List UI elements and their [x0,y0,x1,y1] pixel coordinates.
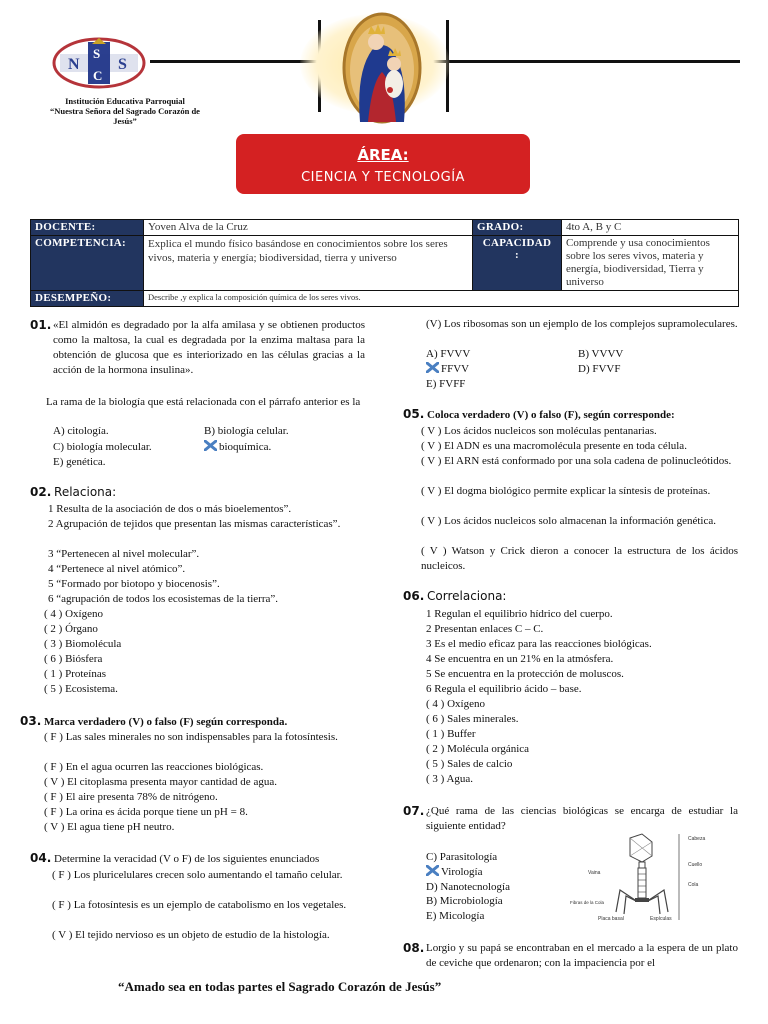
religious-image [342,12,422,124]
relation-item: 4 “Pertenece al nivel atómico”. [48,563,186,575]
grado-label: GRADO: [473,220,562,236]
option-c-marked[interactable]: FFVV [426,362,469,377]
institution-name: Institución Educativa Parroquial “Nuestra Señora del Sagrado Corazón de Jesús” [50,96,200,126]
question-07-text: ¿Qué rama de las ciencias biológicas se encarga de estudiar la siguiente entidad? [426,805,738,832]
correlation-answer: ( 6 ) Sales minerales. [426,713,519,725]
question-07-number: 07. [403,804,425,818]
question-01-text: «El almidón es degradado por la alfa amilasa y se obtienen productos como la maltosa, la cual es degradada por la enzima maltasa para la obtención de glucosa que es interiorizado en las células gracias a la acción de la hormona insulina». [53,319,365,376]
relation-item: 6 “agrupación de todos los ecosistemas de la tierra”. [48,593,279,605]
question-03-heading: 03. Marca verdadero (V) o falso (F) según corresponda. [20,714,288,728]
footer-motto: “Amado sea en todas partes el Sagrado Corazón de Jesús” [118,979,442,994]
tf-item: ( V ) El agua tiene pH neutro. [44,821,175,833]
tf-item: ( F ) Las sales minerales no son indispensables para la fotosíntesis. [44,731,338,743]
docente-value: Yoven Alva de la Cruz [144,220,473,236]
svg-text:Vaina: Vaina [588,870,601,876]
answer-mark-icon [426,865,439,876]
school-logo [52,36,146,90]
question-01-prompt: La rama de la biología que está relacionada con el párrafo anterior es la [46,396,361,408]
relation-answer: ( 2 ) Órgano [44,623,98,635]
relation-answer: ( 3 ) Biomolécula [44,638,122,650]
grado-value: 4to A, B y C [562,220,739,236]
option-e[interactable]: E) genética. [53,456,106,468]
option-d[interactable]: D) Nanotecnología [426,881,510,893]
option-e[interactable]: E) Micología [426,910,485,922]
svg-text:Cabeza: Cabeza [688,836,706,842]
question-05-heading: 05. Coloca verdadero (V) o falso (F), según corresponde: [403,407,675,421]
tf-item: ( V ) Los ácidos nucleicos son moléculas pentanarias. [421,425,657,437]
question-08-text: Lorgio y su papá se encontraban en el mercado a la espera de un plato de ceviche que ordenaron; con la impaciencia por el [426,942,738,969]
question-06-heading: 06. Correlaciona: [403,589,507,603]
tf-item: ( F ) La fotosíntesis es un ejemplo de catabolismo en los vegetales. [52,899,347,911]
relation-answer: ( 5 ) Ecosistema. [44,683,118,695]
docente-label: DOCENTE: [31,220,144,236]
tf-item: ( V ) Los ácidos nucleicos solo almacenan la información genética. [421,515,716,527]
correlation-answer: ( 5 ) Sales de calcio [426,758,513,770]
tf-item: ( V ) El ARN está conformado por una sola cadena de polinucleótidos. [421,455,732,467]
correlation-answer: ( 1 ) Buffer [426,728,476,740]
capacidad-label: CAPACIDAD : [473,236,562,291]
tf-item: ( V ) El tejido nervioso es un objeto de estudio de la histología. [52,929,330,941]
area-title: ÁREA: [357,146,409,164]
bacteriophage-figure [568,830,740,922]
tf-item: ( V ) El ADN es una macromolécula presente en toda célula. [421,440,687,452]
relation-item: 2 Agrupación de tejidos que presentan las mismas características”. [48,518,341,530]
competencia-label: COMPETENCIA: [31,236,144,291]
area-banner [236,134,530,194]
option-c[interactable]: C) biología molecular. [53,441,152,453]
tf-item: ( F ) Los pluricelulares crecen solo aumentando el tamaño celular. [52,869,343,881]
relation-item: 5 “Formado por biotopo y biocenosis”. [48,578,220,590]
question-number: 01. [30,318,52,332]
svg-text:C: C [93,68,103,83]
option-d[interactable]: D) FVVF [578,363,621,375]
option-e[interactable]: E) FVFF [426,378,466,390]
tf-item: ( F ) En el agua ocurren las reacciones biológicas. [44,761,264,773]
relation-item: 3 “Pertenecen al nivel molecular”. [48,548,200,560]
relation-item: 1 Resulta de la asociación de dos o más bioelementos”. [48,503,292,515]
tf-item: ( V ) El dogma biológico permite explicar la síntesis de proteínas. [421,485,711,497]
relation-answer: ( 4 ) Oxígeno [44,608,103,620]
option-b[interactable]: B) biología celular. [204,425,289,437]
tf-item: (V) Los ribosomas son un ejemplo de los complejos supramoleculares. [426,318,738,330]
correlation-answer: ( 4 ) Oxígeno [426,698,485,710]
question-04-heading: 04. Determine la veracidad (V o F) de los siguientes enunciados [30,851,320,865]
correlation-item: 4 Se encuentra en un 21% en la atmósfera. [426,653,614,665]
option-c[interactable]: C) Parasitología [426,851,498,863]
correlation-item: 1 Regulan el equilibrio hídrico del cuerpo. [426,608,613,620]
svg-text:S: S [118,56,127,73]
tf-item: ( V ) El citoplasma presenta mayor cantidad de agua. [44,776,277,788]
answer-mark-icon [204,440,217,451]
desempeno-value: Describe ,y explica la composición química de los seres vivos. [144,291,739,307]
correlation-item: 5 Se encuentra en la protección de moluscos. [426,668,624,680]
question-08-number: 08. [403,941,425,955]
tf-item: ( F ) El aire presenta 78% de nitrógeno. [44,791,218,803]
svg-text:Placa basal: Placa basal [598,916,624,922]
relation-answer: ( 1 ) Proteínas [44,668,107,680]
area-name: CIENCIA Y TECNOLOGÍA [301,170,465,185]
correlation-answer: ( 2 ) Molécula orgánica [426,743,530,755]
tf-item: ( F ) La orina es ácida porque tiene un pH = 8. [44,806,248,818]
correlation-item: 6 Regula el equilibrio ácido – base. [426,683,582,695]
correlation-item: 2 Presentan enlaces C – C. [426,623,544,635]
desempeno-label: DESEMPEÑO: [31,291,144,307]
capacidad-value: Comprende y usa conocimientos sobre los seres vivos, materia y energía, biodiversidad, Tierra y universo [562,236,739,291]
tf-item: ( V ) Watson y Crick dieron a conocer la estructura de los ácidos nucleicos. [421,545,738,572]
option-a-marked[interactable]: Virología [426,865,483,880]
correlation-answer: ( 3 ) Agua. [426,773,474,785]
svg-text:S: S [93,46,101,61]
course-info-table [30,219,739,307]
svg-text:Fibras de la Cola: Fibras de la Cola [570,900,605,905]
question-02-heading: 02. Relaciona: [30,485,117,499]
option-d-marked[interactable]: bioquímica. [204,440,271,455]
svg-text:N: N [68,56,80,73]
competencia-value: Explica el mundo físico basándose en conocimientos sobre los seres vivos, materia y energía; biodiversidad, tierra y universo [144,236,473,291]
svg-text:Cuello: Cuello [688,862,703,868]
option-a[interactable]: A) FVVV [426,348,471,360]
option-b[interactable]: B) Microbiología [426,895,503,907]
svg-text:Cola: Cola [688,882,699,888]
correlation-item: 3 Es el medio eficaz para las reacciones biológicas. [426,638,652,650]
option-a[interactable]: A) citología. [53,425,109,437]
option-b[interactable]: B) VVVV [578,348,624,360]
relation-answer: ( 6 ) Biósfera [44,653,103,665]
svg-text:Espículas: Espículas [650,916,672,922]
answer-mark-icon [426,362,439,373]
